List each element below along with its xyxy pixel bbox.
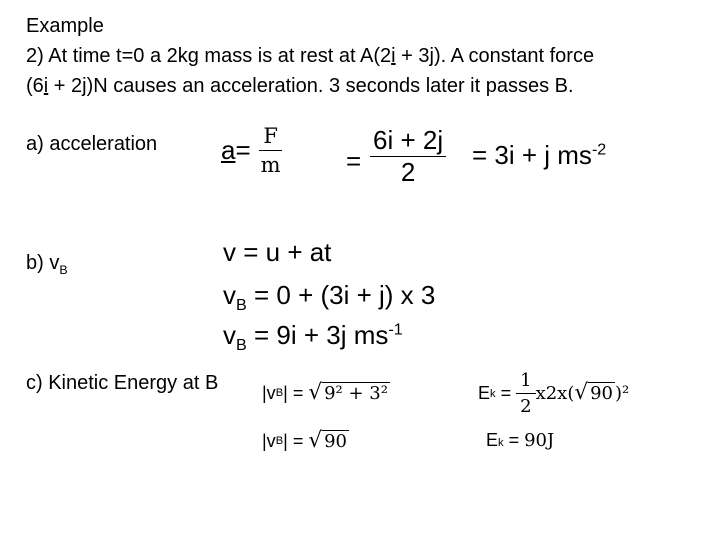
part-b-label bbox=[26, 252, 68, 277]
part-c-mod2-sqrt bbox=[308, 430, 349, 453]
part-b-label-main: b) v bbox=[26, 252, 60, 274]
part-c-ek1-half bbox=[516, 370, 535, 417]
part-c-mod2-radicand: 90 bbox=[324, 431, 348, 452]
part-c-ek1-sqrt bbox=[574, 382, 615, 405]
part-c-ek1-sub: k bbox=[490, 387, 496, 400]
part-c-ek1-num: 1 bbox=[516, 370, 535, 394]
part-c-modulus-1 bbox=[262, 382, 390, 405]
part-a-lhs: a bbox=[221, 135, 236, 165]
part-b-line-3 bbox=[223, 320, 403, 355]
problem-line-1-part-b: + 3 bbox=[395, 45, 430, 67]
part-a-result bbox=[472, 140, 606, 171]
part-c-mod1-sqrt bbox=[308, 382, 390, 405]
part-a-label: a) acceleration bbox=[26, 133, 158, 155]
problem-line-1 bbox=[26, 45, 594, 68]
part-a-fraction bbox=[370, 126, 446, 186]
part-c-mod1-pre: |v bbox=[262, 382, 276, 403]
part-a-f-denominator: m bbox=[260, 153, 281, 177]
part-c-mod2-post: | = bbox=[283, 430, 309, 451]
part-a-denominator: 2 bbox=[400, 156, 416, 187]
part-a-equals-2: = bbox=[346, 146, 362, 176]
part-c-mod1-sub: B bbox=[275, 387, 284, 400]
part-c-ek1-E: E bbox=[478, 383, 491, 403]
part-c-label: c) Kinetic Energy at B bbox=[26, 372, 219, 394]
problem-line-2-unit-j: j bbox=[82, 75, 87, 97]
part-a-f-numerator: F bbox=[259, 124, 282, 151]
problem-line-1-part-c: ). A constant force bbox=[433, 45, 595, 67]
square-root-icon: √ bbox=[574, 380, 589, 406]
part-b-line-3-rest: = 9i + 3j ms bbox=[246, 320, 389, 350]
part-a-force-over-mass bbox=[257, 124, 285, 177]
part-c-modulus-2 bbox=[262, 430, 349, 453]
part-b-line-2-rest: = 0 + (3i + j) x 3 bbox=[246, 280, 436, 310]
problem-line-1-unit-i: i bbox=[391, 45, 396, 67]
part-c-ek2-eq: = bbox=[503, 430, 525, 450]
part-c-mod2-pre: |v bbox=[262, 430, 276, 451]
part-b-label-sub: B bbox=[59, 263, 68, 277]
part-a-equals: = bbox=[235, 135, 251, 165]
part-b-line-1: v = u + at bbox=[223, 237, 332, 267]
heading: Example bbox=[26, 15, 104, 37]
problem-line-2 bbox=[26, 75, 574, 98]
problem-line-2-unit-i: i bbox=[43, 75, 49, 97]
part-c-kinetic-energy-1 bbox=[478, 370, 629, 417]
part-b-line-3-exponent: -1 bbox=[388, 320, 403, 339]
problem-line-1-unit-j: j bbox=[429, 45, 434, 67]
part-c-kinetic-energy-2 bbox=[486, 430, 554, 451]
square-root-icon: √ bbox=[308, 380, 323, 405]
part-c-ek2-sub: k bbox=[498, 437, 504, 449]
part-b-line-3-sub: B bbox=[236, 336, 247, 355]
part-b-line-2-sub: B bbox=[236, 296, 247, 315]
part-c-mod1-radicand: 9² + 3² bbox=[324, 383, 388, 404]
problem-line-1-part-a: 2) At time t=0 a 2kg mass is at rest at A(2 bbox=[26, 45, 392, 67]
part-c-ek1-den: 2 bbox=[520, 396, 532, 417]
part-c-ek1-close: )² bbox=[615, 383, 630, 404]
part-c-ek2-E: E bbox=[486, 430, 499, 450]
part-c-mod2-sub: B bbox=[275, 435, 284, 448]
square-root-icon: √ bbox=[308, 428, 323, 453]
part-b-line-2 bbox=[223, 280, 435, 315]
part-a-formula bbox=[221, 124, 285, 177]
part-c-mod1-post: | = bbox=[283, 382, 309, 403]
problem-line-2-part-c: )N causes an acceleration. 3 seconds later it passes B. bbox=[86, 75, 574, 97]
part-c-ek1-radicand: 90 bbox=[590, 383, 614, 405]
part-a-numerator: 6i + 2j bbox=[370, 126, 446, 157]
problem-line-2-part-a: (6 bbox=[26, 75, 44, 97]
part-a-result-text: = 3i + j ms bbox=[472, 140, 592, 170]
problem-line-2-part-b: + 2 bbox=[48, 75, 83, 97]
part-a-result-exponent: -2 bbox=[591, 140, 607, 159]
part-b-line-3-v: v bbox=[223, 320, 236, 350]
part-c-ek1-mid: x2x( bbox=[535, 383, 575, 404]
part-c-ek2-value: 90J bbox=[524, 430, 555, 451]
part-c-ek1-eq: = bbox=[495, 383, 517, 403]
part-b-line-2-v: v bbox=[223, 280, 236, 310]
